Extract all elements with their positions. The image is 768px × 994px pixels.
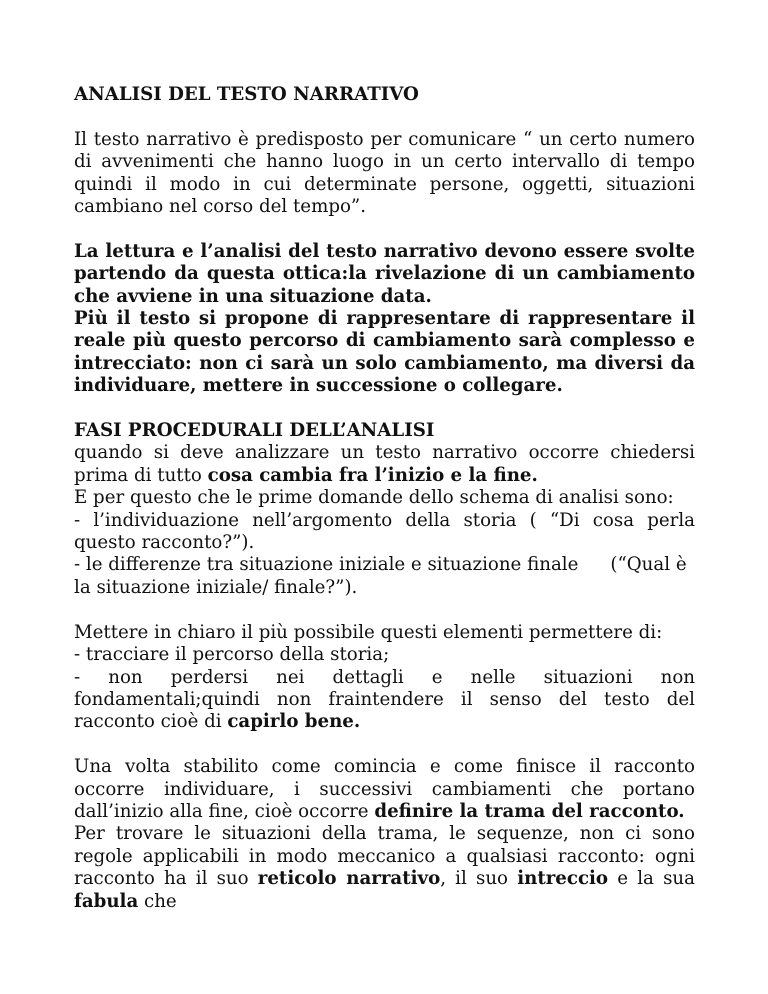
- trama-bold-1: reticolo narrativo: [257, 868, 441, 890]
- mettere-line-a: Mettere in chiaro il più possibile questi elementi permettere di:: [74, 621, 663, 643]
- document-page: [74, 84, 695, 913]
- fasi-line-b: E per questo che le prime domande dello schema di analisi sono:: [74, 487, 674, 509]
- bold-text: La lettura e l’analisi del testo narrativo devono essere svolte partendo da questa ottica:la rivelazione di un cambiamento che avviene in una situazione data.: [74, 240, 695, 307]
- fasi-paragraph: [74, 442, 695, 487]
- bold-paragraph-2: [74, 308, 695, 398]
- mettere-bold: capirlo bene.: [227, 711, 361, 733]
- fasi-line-c: - l’individuazione nell’argomento della storia ( “Di cosa perla questo racconto?”).: [74, 509, 695, 554]
- trama-text-2: , il suo: [440, 868, 518, 890]
- mettere-line-c2: [74, 689, 695, 734]
- fasi-bold: cosa cambia fra l’inizio e la fine.: [207, 464, 538, 486]
- fasi-text: quando si deve analizzare un testo narrativo occorre chiedersi prima di tutto: [74, 442, 695, 486]
- section-heading: FASI PROCEDURALI DELL’ANALISI: [74, 420, 435, 442]
- trama-text-1: Per trovare le situazioni della trama, le sequenze, non ci sono regole applicabili in modo meccanico a qualsiasi racconto: ogni racconto ha il suo: [74, 823, 695, 890]
- trama-text-4: che: [138, 890, 177, 912]
- document-title: ANALISI DEL TESTO NARRATIVO: [74, 84, 419, 105]
- bold-text: Più il testo si propone di rappresentare di rappresentare il reale più questo percorso di cambiamento sarà complesso e intrecciato: non ci sarà un solo cambiamento, ma diversi da individuare, mettere in successione o collegare.: [74, 308, 695, 397]
- trama-text-3: e la sua: [608, 868, 695, 890]
- intro-paragraph: Il testo narrativo è predisposto per comunicare “ un certo numero di avvenimenti che hanno luogo in un certo intervallo di tempo quindi il modo in cui determinate persone, oggetti, situazioni cambiano nel corso del tempo”.: [74, 128, 695, 218]
- mettere-line-c1: - non perdersi nei dettagli e nelle situazioni non: [74, 666, 695, 688]
- fasi-d1: - le differenze tra situazione iniziale e situazione finale: [74, 554, 579, 576]
- volta-bold: definire la trama del racconto.: [374, 800, 685, 822]
- volta-text: Una volta stabilito come comincia e come finisce il racconto occorre individuare, i successivi cambiamenti che portano dall’inizio alla fine, cioè occorre: [74, 756, 695, 822]
- fasi-d2: (“Qual è la situazione iniziale/ finale?”).: [74, 554, 687, 598]
- mettere-line-b: - tracciare il percorso della storia;: [74, 644, 390, 666]
- trama-bold-3: fabula: [74, 890, 139, 912]
- fasi-line-d: [74, 554, 695, 599]
- volta-paragraph: [74, 756, 695, 823]
- bold-paragraph-1: [74, 241, 695, 308]
- mettere-text: fondamentali;quindi non fraintendere il senso del testo del racconto cioè di: [74, 688, 695, 733]
- trama-bold-2: intreccio: [517, 868, 609, 890]
- trama-paragraph: [74, 823, 695, 913]
